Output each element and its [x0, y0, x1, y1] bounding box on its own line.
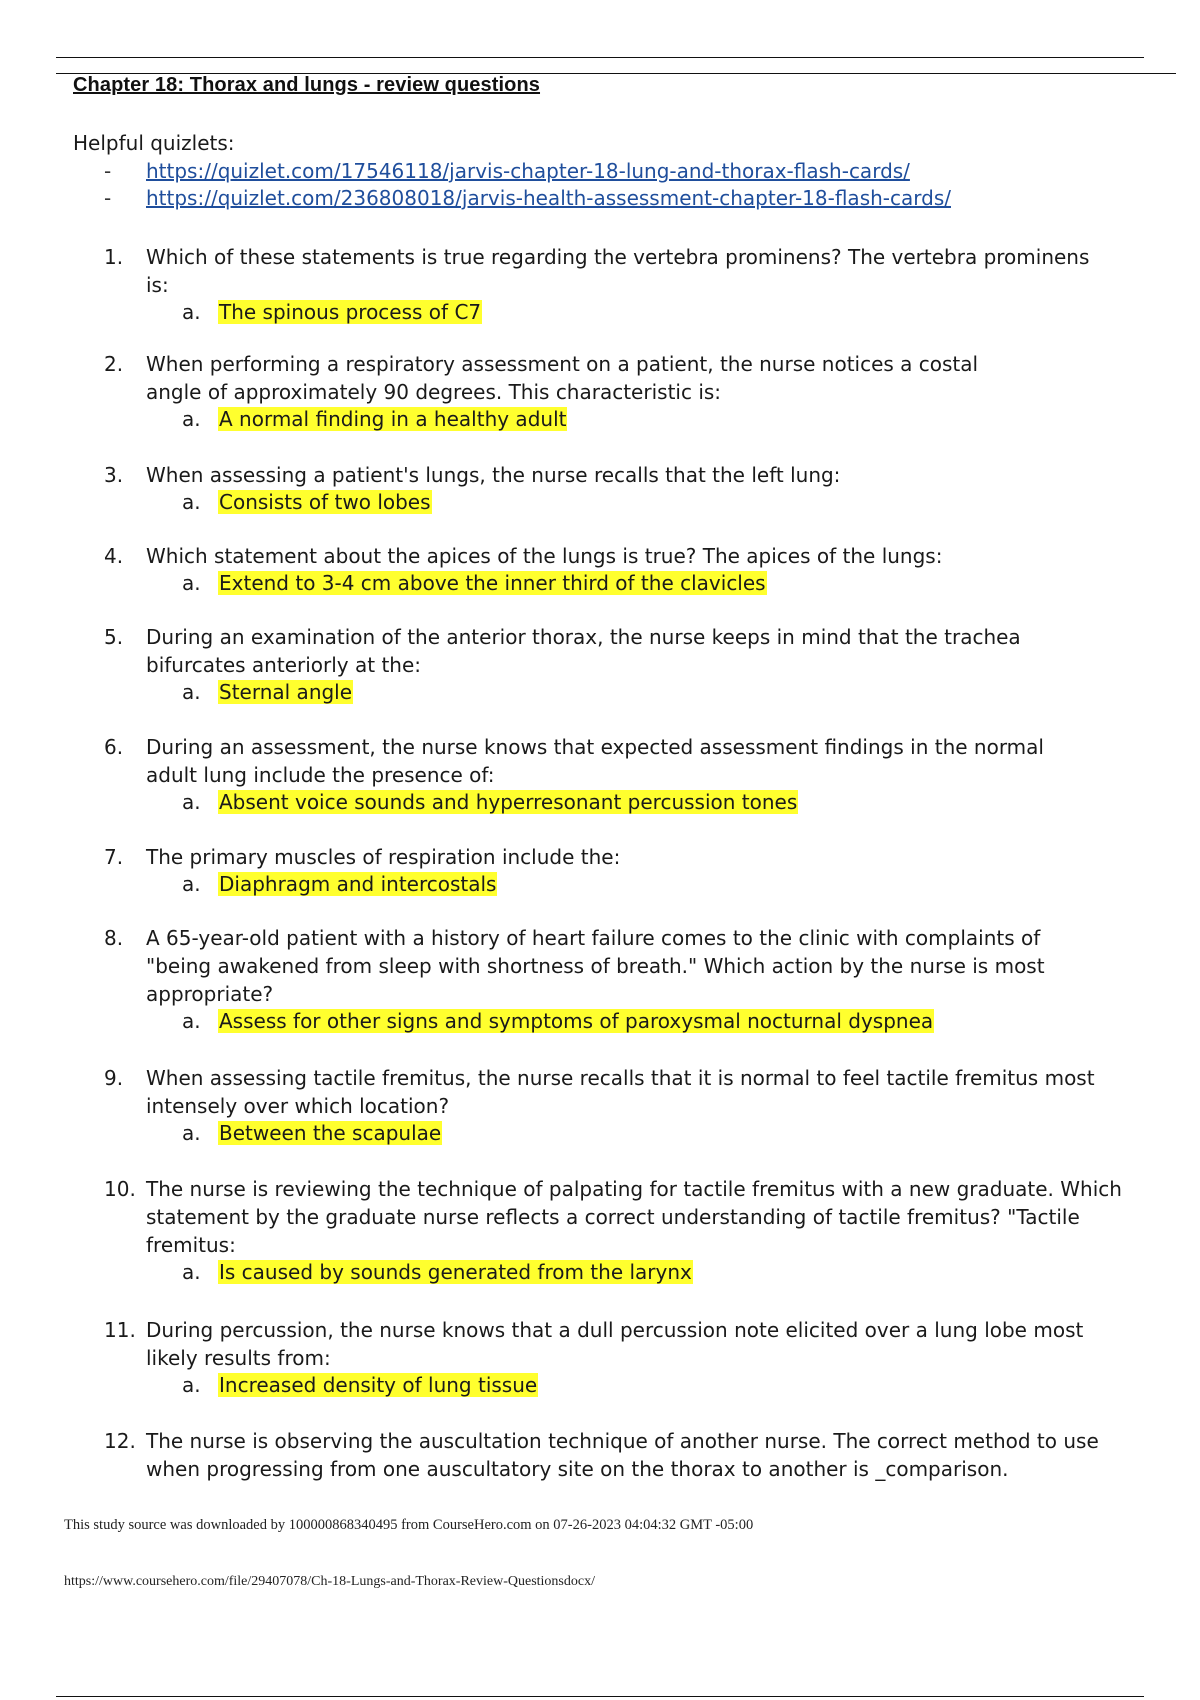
question-number: 4. [104, 544, 124, 568]
highlighted-answer: Is caused by sounds generated from the larynx [219, 1260, 692, 1284]
highlighted-answer: Increased density of lung tissue [219, 1373, 538, 1397]
answer [182, 569, 1184, 597]
question-number: 10. [104, 1177, 136, 1201]
highlighted-answer: Assess for other signs and symptoms of paroxysmal nocturnal dyspnea [219, 1009, 934, 1033]
question-text: During percussion, the nurse knows that a dull percussion note elicited over a lung lobe most likely results from: [146, 1318, 1084, 1370]
highlighted-answer: Consists of two lobes [219, 490, 431, 514]
question-text: The primary muscles of respiration include the: [146, 845, 621, 869]
question-number: 3. [104, 463, 124, 487]
answer [182, 488, 1184, 516]
answer-letter: a. [182, 1373, 201, 1397]
list-item [104, 186, 951, 213]
question-number: 2. [104, 352, 124, 376]
answer [182, 678, 1184, 706]
quizlet-link-list [104, 159, 951, 213]
highlighted-answer: Diaphragm and intercostals [219, 872, 497, 896]
question-6 [104, 733, 1184, 816]
question-1 [104, 243, 1184, 326]
question-4 [104, 542, 1184, 597]
question-text: During an examination of the anterior thorax, the nurse keeps in mind that the trachea bifurcates anteriorly at the: [146, 625, 1021, 677]
question-9 [104, 1064, 1184, 1147]
question-text: When assessing tactile fremitus, the nurse recalls that it is normal to feel tactile fremitus most intensely over which location? [146, 1066, 1095, 1118]
question-number: 5. [104, 625, 124, 649]
question-number: 6. [104, 735, 124, 759]
answer [182, 1007, 1184, 1035]
quizlet-link-1[interactable]: https://quizlet.com/17546118/jarvis-chapter-18-lung-and-thorax-flash-cards/ [146, 159, 910, 183]
question-12 [104, 1427, 1184, 1483]
highlighted-answer: Extend to 3-4 cm above the inner third of the clavicles [219, 571, 766, 595]
bottom-rule [56, 1696, 1144, 1697]
question-text: The nurse is observing the auscultation technique of another nurse. The correct method to use when progressing from one auscultatory site on the thorax to another is _comparison. [146, 1429, 1099, 1481]
bullet-dash: - [104, 159, 112, 183]
question-text: Which statement about the apices of the lungs is true? The apices of the lungs: [146, 544, 943, 568]
answer-letter: a. [182, 1009, 201, 1033]
highlighted-answer: A normal finding in a healthy adult [219, 407, 567, 431]
answer-letter: a. [182, 1260, 201, 1284]
answer [182, 1258, 1184, 1286]
answer [182, 405, 1184, 433]
answer [182, 788, 1184, 816]
question-3 [104, 461, 1184, 516]
answer-letter: a. [182, 571, 201, 595]
answer-letter: a. [182, 680, 201, 704]
question-text: When performing a respiratory assessment on a patient, the nurse notices a costal angle of approximately 90 degrees. This characteristic is: [146, 352, 979, 404]
question-text: Which of these statements is true regarding the vertebra prominens? The vertebra prominens is: [146, 245, 1090, 297]
question-number: 7. [104, 845, 124, 869]
answer-letter: a. [182, 300, 201, 324]
question-11 [104, 1316, 1184, 1399]
top-rule [56, 57, 1144, 58]
answer-letter: a. [182, 790, 201, 814]
answer-letter: a. [182, 407, 201, 431]
question-number: 1. [104, 245, 124, 269]
source-url: https://www.coursehero.com/file/29407078/Ch-18-Lungs-and-Thorax-Review-Questionsdocx/ [64, 1574, 595, 1589]
answer [182, 1119, 1184, 1147]
question-text: The nurse is reviewing the technique of palpating for tactile fremitus with a new graduate. Which statement by the graduate nurse reflects a correct understanding of tactile fremitus? "Tactile fremitus: [146, 1177, 1122, 1257]
question-number: 8. [104, 926, 124, 950]
highlighted-answer: Sternal angle [219, 680, 353, 704]
question-2 [104, 350, 1184, 433]
highlighted-answer: The spinous process of C7 [219, 300, 482, 324]
quizlets-label: Helpful quizlets: [73, 131, 235, 155]
question-text: During an assessment, the nurse knows that expected assessment findings in the normal adult lung include the presence of: [146, 735, 1044, 787]
bullet-dash: - [104, 186, 112, 210]
answer-letter: a. [182, 1121, 201, 1145]
question-text: When assessing a patient's lungs, the nurse recalls that the left lung: [146, 463, 841, 487]
answer-letter: a. [182, 872, 201, 896]
question-10 [104, 1175, 1184, 1286]
quizlet-link-2[interactable]: https://quizlet.com/236808018/jarvis-health-assessment-chapter-18-flash-cards/ [146, 186, 951, 210]
question-text: A 65-year-old patient with a history of heart failure comes to the clinic with complaints of "being awakened from sleep with shortness of breath." Which action by the nurse is most appropriate? [146, 926, 1045, 1006]
question-7 [104, 843, 1184, 898]
answer [182, 298, 1184, 326]
question-number: 12. [104, 1429, 136, 1453]
highlighted-answer: Absent voice sounds and hyperresonant percussion tones [219, 790, 798, 814]
question-number: 11. [104, 1318, 136, 1342]
answer-letter: a. [182, 490, 201, 514]
page-title: Chapter 18: Thorax and lungs - review questions [73, 74, 541, 96]
download-source-note: This study source was downloaded by 100000868340495 from CourseHero.com on 07-26-2023 04:04:32 GMT -05:00 [64, 1517, 754, 1533]
question-number: 9. [104, 1066, 124, 1090]
list-item [104, 159, 951, 186]
question-8 [104, 924, 1184, 1035]
answer [182, 870, 1184, 898]
question-5 [104, 623, 1184, 706]
answer [182, 1371, 1184, 1399]
highlighted-answer: Between the scapulae [219, 1121, 442, 1145]
